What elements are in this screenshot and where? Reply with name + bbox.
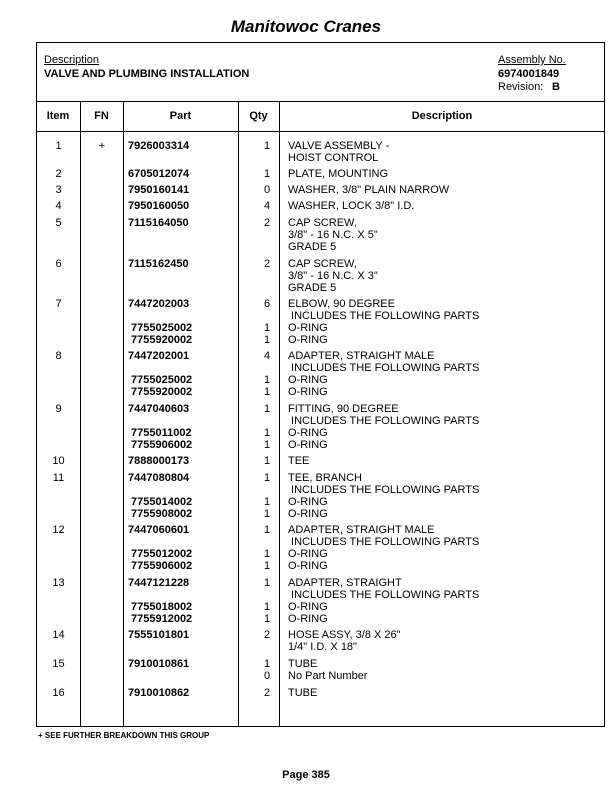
part-number: 7447121228 xyxy=(128,577,190,589)
part-description: O-RING xyxy=(288,496,328,508)
item-number: 9 xyxy=(55,403,62,415)
part-number: 7950160050 xyxy=(128,200,190,212)
part-number: 7755920002 xyxy=(131,386,193,398)
part-number: 7447060601 xyxy=(128,524,190,536)
part-number: 7755906002 xyxy=(131,439,193,451)
part-description: ADAPTER, STRAIGHT MALE INCLUDES THE FOLLOWING PARTS xyxy=(288,524,480,548)
assembly-number-label: Assembly No. xyxy=(498,54,566,66)
page-number: Page 385 xyxy=(282,769,330,781)
quantity: 6 xyxy=(263,298,271,310)
part-number: 7910010861 xyxy=(128,658,190,670)
part-description: O-RING xyxy=(288,334,328,346)
part-description: O-RING xyxy=(288,374,328,386)
quantity: 1 xyxy=(263,374,271,386)
part-description: O-RING xyxy=(288,613,328,625)
quantity: 1 xyxy=(263,560,271,572)
item-number: 2 xyxy=(55,168,62,180)
quantity: 2 xyxy=(263,217,271,229)
quantity: 1 xyxy=(263,322,271,334)
part-description: CAP SCREW, 3/8" - 16 N.C. X 3" GRADE 5 xyxy=(288,258,378,294)
quantity: 1 xyxy=(263,601,271,613)
part-description: O-RING xyxy=(288,548,328,560)
quantity: 1 xyxy=(263,496,271,508)
quantity: 1 xyxy=(263,524,271,536)
item-number: 6 xyxy=(55,258,62,270)
quantity: 1 xyxy=(263,577,271,589)
quantity: 1 xyxy=(263,455,271,467)
revision-value: B xyxy=(552,81,560,93)
part-description: CAP SCREW, 3/8" - 16 N.C. X 5" GRADE 5 xyxy=(288,217,378,253)
part-number: 7755908002 xyxy=(131,508,193,520)
part-description: TEE, BRANCH INCLUDES THE FOLLOWING PARTS xyxy=(288,472,480,496)
quantity: 1 xyxy=(263,472,271,484)
item-number: 5 xyxy=(55,217,62,229)
quantity: 4 xyxy=(263,200,271,212)
quantity: 1 xyxy=(263,613,271,625)
quantity: 1 xyxy=(263,548,271,560)
quantity: 1 xyxy=(263,508,271,520)
part-number: 6705012074 xyxy=(128,168,190,180)
quantity: 0 xyxy=(263,184,271,196)
column-header-fn: FN xyxy=(94,110,109,122)
item-number: 3 xyxy=(55,184,62,196)
part-description: TUBE No Part Number xyxy=(288,658,368,682)
item-number: 8 xyxy=(55,350,62,362)
part-description: O-RING xyxy=(288,439,328,451)
part-number: 7755906002 xyxy=(131,560,193,572)
quantity: 1 xyxy=(263,427,271,439)
part-description: ADAPTER, STRAIGHT MALE INCLUDES THE FOLLOWING PARTS xyxy=(288,350,480,374)
quantity: 1 xyxy=(263,140,271,152)
item-number: 10 xyxy=(52,455,65,467)
part-number: 7755920002 xyxy=(131,334,193,346)
column-header-description: Description xyxy=(411,110,473,122)
part-number: 7755012002 xyxy=(131,548,193,560)
column-header-item: Item xyxy=(46,110,70,122)
part-number: 7755011002 xyxy=(131,427,192,439)
part-number: 7555101801 xyxy=(128,629,190,641)
part-description: O-RING xyxy=(288,322,328,334)
part-description: WASHER, 3/8" PLAIN NARROW xyxy=(288,184,450,196)
quantity: 4 xyxy=(263,350,271,362)
part-number: 7950160141 xyxy=(128,184,190,196)
part-description: TUBE xyxy=(288,687,318,699)
item-number: 4 xyxy=(55,200,62,212)
part-description: O-RING xyxy=(288,427,328,439)
quantity: 2 xyxy=(263,687,271,699)
part-number: 7755912002 xyxy=(131,613,193,625)
part-description: TEE xyxy=(288,455,310,467)
part-number: 7755025002 xyxy=(131,322,193,334)
quantity: 1 xyxy=(263,168,271,180)
part-description: ELBOW, 90 DEGREE INCLUDES THE FOLLOWING PARTS xyxy=(288,298,480,322)
item-number: 7 xyxy=(55,298,62,310)
part-number: 7755025002 xyxy=(131,374,193,386)
part-description: O-RING xyxy=(288,601,328,613)
part-number: 7755014002 xyxy=(131,496,193,508)
assembly-description: VALVE AND PLUMBING INSTALLATION xyxy=(44,68,250,80)
item-number: 14 xyxy=(52,629,65,641)
fn-marker: + xyxy=(98,140,106,152)
part-number: 7447202003 xyxy=(128,298,190,310)
part-description: VALVE ASSEMBLY - HOIST CONTROL xyxy=(288,140,390,164)
quantity: 1 xyxy=(263,334,271,346)
quantity: 2 xyxy=(263,258,271,270)
item-number: 12 xyxy=(52,524,65,536)
footnote: + SEE FURTHER BREAKDOWN THIS GROUP xyxy=(38,731,210,740)
quantity: 1 0 xyxy=(263,658,271,682)
part-number: 7447040603 xyxy=(128,403,190,415)
part-description: ADAPTER, STRAIGHT INCLUDES THE FOLLOWING PARTS xyxy=(288,577,480,601)
part-number: 7888000173 xyxy=(128,455,190,467)
column-header-divider xyxy=(36,131,605,132)
item-number: 16 xyxy=(52,687,65,699)
quantity: 2 xyxy=(263,629,271,641)
assembly-number: 6974001849 xyxy=(498,68,560,80)
part-description: O-RING xyxy=(288,386,328,398)
part-number: 7447202001 xyxy=(128,350,190,362)
item-number: 15 xyxy=(52,658,65,670)
part-number: 7755018002 xyxy=(131,601,193,613)
part-description: O-RING xyxy=(288,560,328,572)
part-description: HOSE ASSY, 3/8 X 26" 1/4" I.D. X 18" xyxy=(288,629,401,653)
quantity: 1 xyxy=(263,439,271,451)
item-number: 1 xyxy=(55,140,62,152)
part-description: PLATE, MOUNTING xyxy=(288,168,389,180)
part-description: WASHER, LOCK 3/8" I.D. xyxy=(288,200,415,212)
quantity: 1 xyxy=(263,403,271,415)
part-number: 7447080804 xyxy=(128,472,190,484)
part-description: FITTING, 90 DEGREE INCLUDES THE FOLLOWING PARTS xyxy=(288,403,480,427)
column-divider xyxy=(123,101,124,727)
part-description: O-RING xyxy=(288,508,328,520)
document-title: Manitowoc Cranes xyxy=(230,17,382,36)
header-divider xyxy=(36,101,605,102)
part-number: 7910010862 xyxy=(128,687,190,699)
column-header-qty: Qty xyxy=(249,110,268,122)
quantity: 1 xyxy=(263,386,271,398)
description-label: Description xyxy=(44,54,100,66)
item-number: 11 xyxy=(52,472,65,484)
revision-label: Revision: xyxy=(498,81,544,93)
part-number: 7115162450 xyxy=(128,258,189,270)
item-number: 13 xyxy=(52,577,65,589)
part-number: 7115164050 xyxy=(128,217,189,229)
part-number: 7926003314 xyxy=(128,140,190,152)
column-header-part: Part xyxy=(169,110,192,122)
